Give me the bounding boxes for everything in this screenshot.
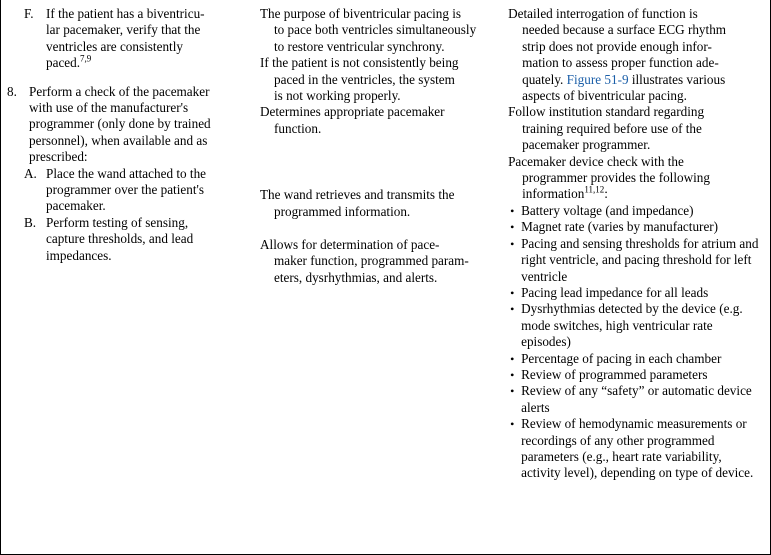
text-line: The wand retrieves and transmits the	[260, 187, 455, 203]
text-line: needed because a surface ECG rhythm	[522, 22, 727, 38]
paragraph	[508, 104, 761, 153]
text-line: The purpose of biventricular pacing is	[260, 6, 462, 21]
reference-superscript: 7,9	[80, 53, 92, 64]
text-line: mation to assess proper function ade-	[522, 55, 719, 71]
text-line: Pacemaker device check with the	[508, 153, 684, 169]
text-line: ventricles are consistently	[46, 38, 183, 54]
spacer	[6, 72, 252, 84]
text-line: Place the wand attached to the	[46, 165, 207, 181]
list-text	[46, 166, 252, 215]
list-text	[46, 215, 252, 264]
column-steps	[6, 6, 260, 482]
text-line: paced.	[46, 55, 81, 71]
paragraph	[260, 187, 500, 220]
list-item	[6, 166, 252, 215]
list-marker: F.	[24, 6, 34, 21]
paragraph	[508, 154, 761, 203]
text-line: is not working properly.	[274, 88, 401, 104]
paragraph	[260, 104, 500, 137]
list-marker: 8.	[7, 83, 17, 99]
text-line: to restore ventricular synchrony.	[274, 38, 445, 54]
text-line: If the patient has a biventricu-	[46, 6, 205, 21]
list-marker: B.	[24, 214, 37, 230]
text-line: If the patient is not consistently being	[260, 55, 459, 71]
list-text	[29, 84, 252, 166]
list-item: • Dysrhythmias detected by the device (e.g. mode switches, high ventricular rate episodes)	[508, 301, 761, 350]
spacer	[260, 220, 500, 237]
column-special-considerations	[508, 6, 765, 482]
text-line: pacemaker programmer.	[522, 137, 651, 153]
paragraph	[260, 55, 500, 104]
text-line: to pace both ventricles simultaneously	[274, 22, 477, 38]
list-item: • Review of hemodynamic measurements or recordings of any other programmed parameters (e.g., heart rate variability, activity level), depending on type of device.	[508, 416, 761, 482]
text-line: pacemaker.	[46, 198, 106, 214]
list-item: • Magnet rate (varies by manufacturer)	[508, 219, 761, 235]
list-item: • Pacing lead impedance for all leads	[508, 285, 761, 301]
text-line: prescribed:	[29, 149, 88, 165]
list-item: • Percentage of pacing in each chamber	[508, 351, 761, 367]
text-line: with use of the manufacturer's	[29, 100, 189, 116]
list-item	[6, 6, 252, 72]
text-line: information	[522, 186, 585, 202]
text-line: paced in the ventricles, the system	[274, 71, 455, 87]
text-line: training required before use of the	[522, 120, 702, 136]
text-line: aspects of biventricular pacing.	[522, 88, 687, 104]
text-line: Perform a check of the pacemaker	[29, 83, 210, 99]
text-line: Allows for determination of pace-	[260, 237, 440, 253]
text-line: Follow institution standard regarding	[508, 104, 705, 120]
text-line: programmer (only done by trained	[29, 116, 211, 132]
text-line: Detailed interrogation of function is	[508, 6, 698, 21]
text-line: :	[604, 186, 608, 202]
list-item	[6, 84, 252, 166]
bullet-list	[508, 203, 761, 482]
text-line: capture thresholds, and lead	[46, 231, 194, 247]
list-item: • Pacing and sensing thresholds for atrium and right ventricle, and pacing threshold for left ventricle	[508, 236, 761, 285]
paragraph	[260, 6, 500, 55]
spacer	[260, 137, 500, 187]
list-item: • Battery voltage (and impedance)	[508, 203, 761, 219]
text-line: eters, dysrhythmias, and alerts.	[274, 269, 438, 285]
text-line: programmer provides the following	[522, 170, 710, 186]
text-line: programmer over the patient's	[46, 182, 205, 198]
paragraph	[508, 6, 761, 104]
text-line: impedances.	[46, 247, 112, 263]
text-line: maker function, programmed param-	[274, 253, 469, 269]
text-line: quately.	[522, 71, 564, 87]
text-line: lar pacemaker, verify that the	[46, 22, 201, 38]
text-line: personnel), when available and as	[29, 132, 208, 148]
paragraph	[260, 237, 500, 286]
figure-link[interactable]: Figure 51-9	[566, 71, 629, 87]
text-line: illustrates various	[628, 71, 726, 87]
list-item	[6, 215, 252, 264]
text-line: Perform testing of sensing,	[46, 214, 189, 230]
text-line: programmed information.	[274, 203, 411, 219]
text-line: strip does not provide enough infor-	[522, 38, 712, 54]
list-item: • Review of any “safety” or automatic device alerts	[508, 383, 761, 416]
list-item: • Review of programmed parameters	[508, 367, 761, 383]
column-rationale	[260, 6, 508, 482]
reference-superscript: 11,12	[584, 185, 605, 196]
list-marker: A.	[24, 165, 37, 181]
text-line: Determines appropriate pacemaker	[260, 104, 445, 120]
text-line: function.	[274, 120, 322, 136]
list-text	[46, 6, 252, 72]
